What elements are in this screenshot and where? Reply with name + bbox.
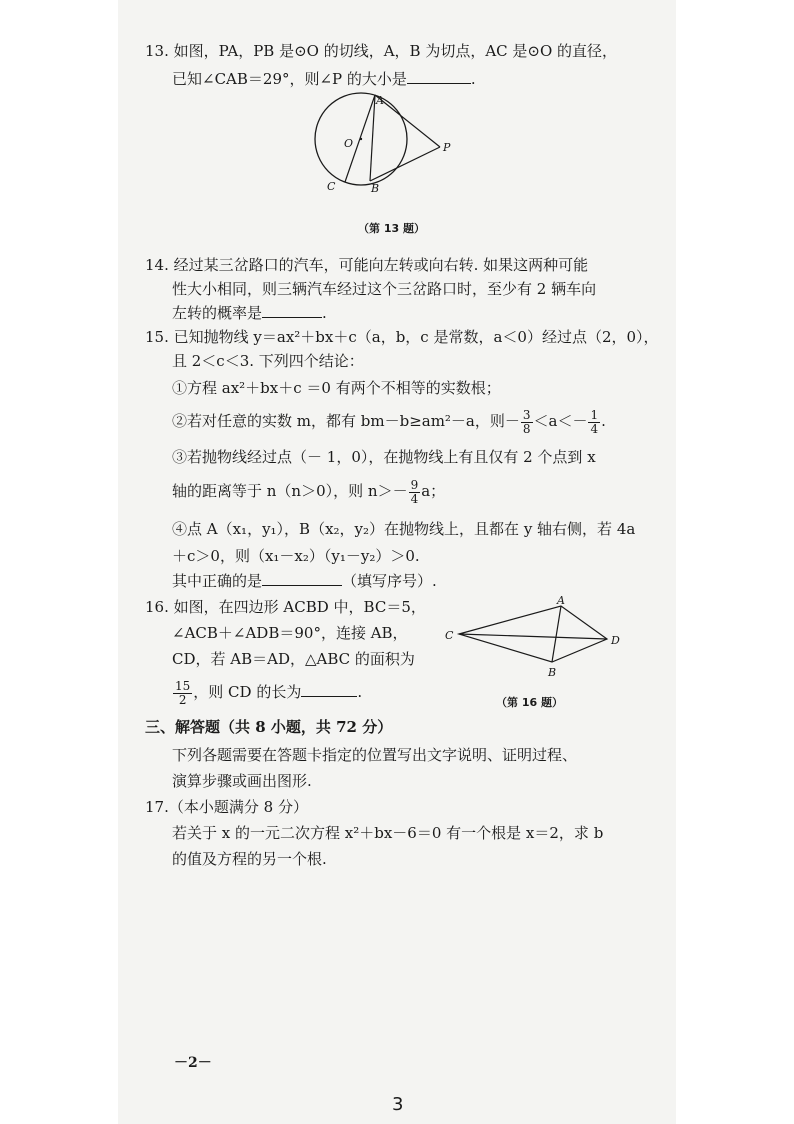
q16-diagonal-ab	[552, 606, 561, 662]
q15-conclusion-4b: ＋c＞0，则（x₁－x₂）（y₁－y₂）＞0.	[172, 547, 420, 565]
q14-text-1: 经过某三岔路口的汽车，可能向左转或向右转. 如果这两种可能	[173, 256, 589, 274]
q15-c3-frac-num: 9	[410, 477, 419, 492]
q13-label-o: O	[344, 137, 354, 150]
q16-label-b: B	[548, 666, 557, 679]
q16-area-frac-den: 2	[178, 692, 187, 707]
q17-header	[145, 796, 308, 818]
q13-figure	[300, 92, 470, 200]
q13-number: 13.	[145, 42, 169, 60]
q16-end: .	[357, 683, 363, 701]
q15-conclusion-3a: ③若抛物线经过点（－ 1，0），在抛物线上有且仅有 2 个点到 x	[172, 448, 596, 466]
q16-line4	[172, 676, 362, 708]
q15-c2-frac-2	[588, 409, 600, 436]
q13-label-a: A	[376, 94, 384, 107]
q16-label-a: A	[557, 594, 565, 607]
q15-c2-frac-2-num: 1	[590, 407, 599, 422]
q15-c2-pre: ②若对任意的实数 m，都有 bm－b≥am²－a，则－	[172, 412, 520, 430]
q15-answer-pre: 其中正确的是	[172, 572, 263, 590]
q13-line1	[145, 40, 617, 62]
q13-line2	[172, 68, 476, 90]
page-number: 3	[392, 1094, 404, 1115]
q17-points: （本小题满分 8 分）	[168, 798, 308, 816]
q14-text-3: 左转的概率是	[172, 304, 263, 322]
q16-line1	[145, 596, 426, 618]
q16-line2: ∠ACB＋∠ADB＝90°，连接 AB，	[172, 624, 408, 642]
q16-line3: CD，若 AB＝AD，△ABC 的面积为	[172, 650, 415, 668]
q13-caption: （第 13 题）	[358, 222, 425, 235]
section3-instruction-1: 下列各题需要在答题卡指定的位置写出文字说明、证明过程、	[172, 746, 578, 764]
q16-area-frac	[173, 680, 192, 707]
q16-number: 16.	[145, 598, 169, 616]
q13-answer-blank[interactable]	[407, 69, 471, 84]
q16-text-4: ，则 CD 的长为	[193, 683, 302, 701]
q13-text-1: 如图，PA，PB 是⊙O 的切线，A，B 为切点，AC 是⊙O 的直径，	[173, 42, 618, 60]
q15-line2: 且 2＜c＜3. 下列四个结论：	[172, 352, 364, 370]
q13-label-b: B	[371, 182, 380, 195]
q16-diagonal-cd	[459, 634, 607, 639]
q15-c2-frac-2-den: 4	[590, 421, 599, 436]
q14-line1	[145, 254, 588, 276]
q15-answer-post: （填写序号）.	[342, 572, 437, 590]
q15-text-1: 已知抛物线 y＝ax²＋bx＋c（a，b，c 是常数，a＜0）经过点（2，0），	[173, 328, 659, 346]
section3-instruction-2: 演算步骤或画出图形.	[172, 772, 312, 790]
q14-line2: 性大小相同，则三辆汽车经过这个三岔路口时，至少有 2 辆车向	[172, 280, 597, 298]
q15-conclusion-1: ①方程 ax²＋bx＋c ＝0 有两个不相等的实数根；	[172, 379, 501, 397]
q16-quadrilateral	[459, 606, 607, 662]
q15-c3-end: a；	[421, 482, 446, 500]
q15-c3-frac-den: 4	[410, 491, 419, 506]
q13-label-p: P	[443, 141, 451, 154]
q17-number: 17.	[145, 798, 169, 816]
q13-text-2: 已知∠CAB＝29°，则∠P 的大小是	[172, 70, 407, 88]
q16-label-d: D	[611, 634, 620, 647]
q15-c2-end: .	[601, 412, 606, 430]
q15-conclusion-2	[172, 406, 606, 436]
q13-label-c: C	[327, 180, 336, 193]
section3-title: 三、解答题（共 8 小题，共 72 分）	[145, 718, 393, 736]
q15-c3-pre: 轴的距离等于 n（n＞0），则 n＞－	[172, 482, 408, 500]
q15-c2-frac-1-num: 3	[522, 407, 531, 422]
q16-label-c: C	[445, 629, 454, 642]
q16-text-1: 如图，在四边形 ACBD 中，BC＝5，	[173, 598, 426, 616]
q16-answer-blank[interactable]	[301, 682, 357, 697]
page-marker: －2－	[174, 1055, 212, 1071]
q16-area-frac-num: 15	[175, 678, 191, 693]
q17-line2: 的值及方程的另一个根.	[172, 850, 327, 868]
q17-line1: 若关于 x 的一元二次方程 x²＋bx－6＝0 有一个根是 x＝2，求 b	[172, 824, 604, 842]
q14-end: .	[322, 304, 327, 322]
q15-c3-frac	[409, 479, 421, 506]
q15-line1	[145, 326, 659, 348]
q15-c2-mid: ＜a＜－	[533, 412, 588, 430]
q14-line3	[172, 302, 327, 324]
q14-number: 14.	[145, 256, 169, 274]
q16-figure	[440, 592, 628, 680]
q13-end: .	[470, 70, 476, 88]
q16-caption: （第 16 题）	[496, 696, 563, 709]
q15-answer-line	[172, 570, 437, 592]
q13-center-dot	[360, 138, 362, 140]
q15-c2-frac-1	[521, 409, 533, 436]
q14-answer-blank[interactable]	[262, 303, 322, 318]
q15-conclusion-4a: ④点 A（x₁，y₁），B（x₂，y₂）在抛物线上，且都在 y 轴右侧，若 4a	[172, 520, 636, 538]
q15-c2-frac-1-den: 8	[522, 421, 531, 436]
q15-number: 15.	[145, 328, 169, 346]
q15-answer-blank[interactable]	[262, 571, 342, 586]
q15-conclusion-3b	[172, 476, 445, 506]
